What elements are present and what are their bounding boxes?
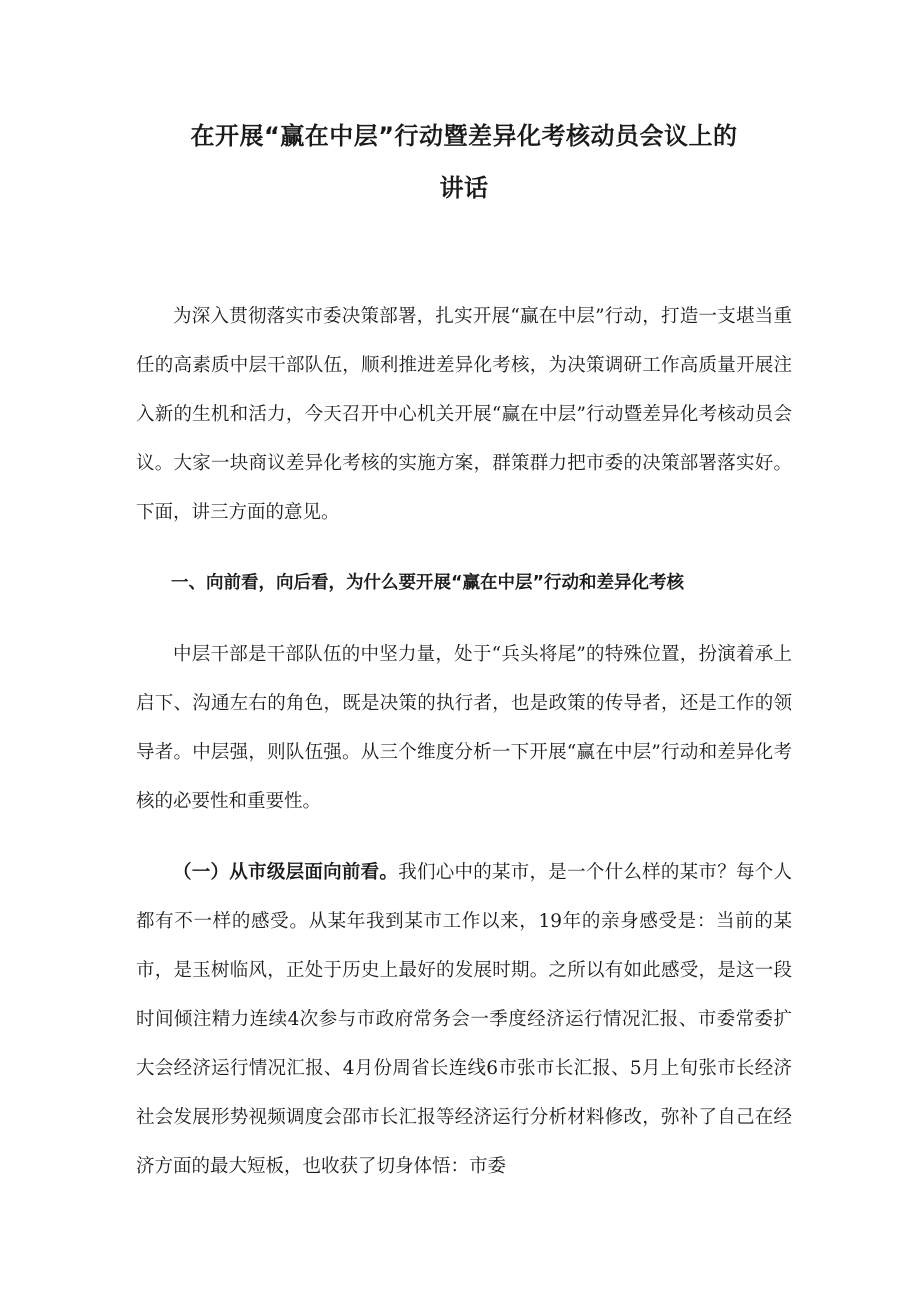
paragraph-middle-cadres: 中层干部是干部队伍的中坚力量，处于“兵头将尾”的特殊位置，扮演着承上启下、沟通左右的角色，既是决策的执行者，也是政策的传导者，还是工作的领导者。中层强，则队伍强。从三个维度分析一下开展“赢在中层”行动和差异化考核的必要性和重要性。	[136, 644, 792, 812]
document-title	[136, 110, 792, 214]
section-heading-1: 一、向前看，向后看，为什么要开展“赢在中层”行动和差异化考核	[171, 573, 685, 593]
subsection-lead: （一）从市级层面向前看。	[173, 862, 399, 883]
paragraph-city-level	[136, 848, 792, 1191]
document-body	[136, 292, 792, 1191]
title-line-2: 讲话	[439, 174, 489, 202]
paragraph-intro: 为深入贯彻落实市委决策部署，扎实开展“赢在中层”行动，打造一支堪当重任的高素质中层干部队伍，顺利推进差异化考核，为决策调研工作高质量开展注入新的生机和活力，今天召开中心机关开展“赢在中层”行动暨差异化考核动员会议。大家一块商议差异化考核的实施方案，群策群力把市委的决策部署落实好。下面，讲三方面的意见。	[136, 306, 792, 523]
title-line-1: 在开展“赢在中层”行动暨差异化考核动员会议上的	[190, 122, 738, 150]
subsection-text: 我们心中的某市，是一个什么样的某市？每个人都有不一样的感受。从某年我到某市工作以来，19年的亲身感受是：当前的某市，是玉树临风，正处于历史上最好的发展时期。之所以有如此感受，是这一段时间倾注精力连续4次参与市政府常务会一季度经济运行情况汇报、市委常委扩大会经济运行情况汇报、4月份周省长连线6市张市长汇报、5月上旬张市长经济社会发展形势视频调度会邵市长汇报等经济运行分析材料修改，弥补了自己在经济方面的最大短板，也收获了切身体悟：市委	[136, 862, 792, 1177]
